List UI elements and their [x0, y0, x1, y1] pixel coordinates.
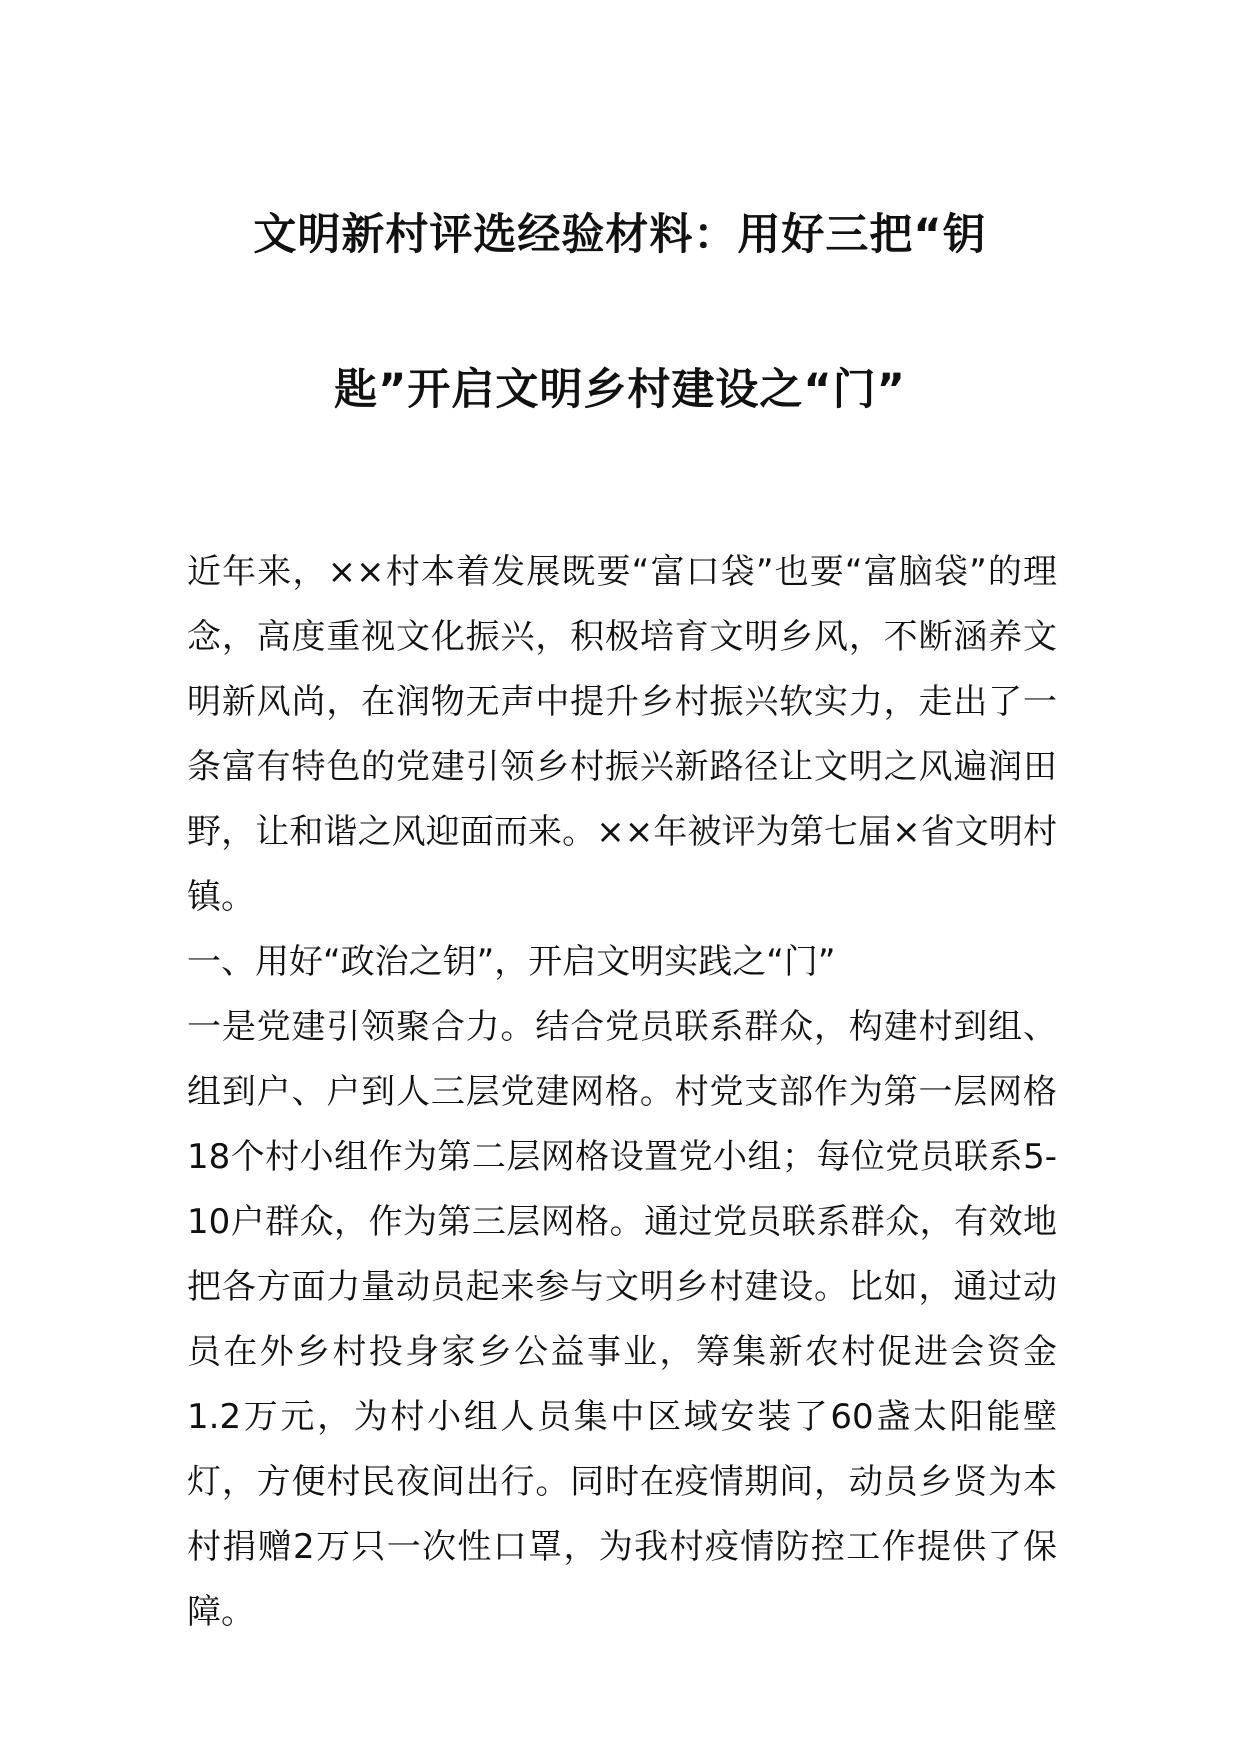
- body-paragraph: 一是党建引领聚合力。结合党员联系群众，构建村到组、组到户、户到人三层党建网格。村党支部作为第一层网格18个村小组作为第二层网格设置党小组；每位党员联系5-10户群众，作为第三层网格。通过党员联系群众，有效地把各方面力量动员起来参与文明乡村建设。比如，通过动员在外乡村投身家乡公益事业，筹集新农村促进会资金1.2万元，为村小组人员集中区域安装了60盏太阳能壁灯，方便村民夜间出行。同时在疫情期间，动员乡贤为本村捐赠2万只一次性口罩，为我村疫情防控工作提供了保障。: [187, 1007, 1057, 1632]
- section-heading: 一、用好“政治之钥”，开启文明实践之“门”: [187, 942, 836, 982]
- document-body: [187, 540, 1057, 1645]
- intro-paragraph: 近年来，××村本着发展既要“富口袋”也要“富脑袋”的理念，高度重视文化振兴，积极培育文明乡风，不断涵养文明新风尚，在润物无声中提升乡村振兴软实力，走出了一条富有特色的党建引领乡村振兴新路径让文明之风遍润田野，让和谐之风迎面而来。××年被评为第七届×省文明村镇。: [187, 552, 1057, 917]
- document-title-line-1: 文明新村评选经验材料：用好三把“钥: [253, 210, 987, 260]
- document-title-line-2: 匙”开启文明乡村建设之“门”: [334, 365, 906, 415]
